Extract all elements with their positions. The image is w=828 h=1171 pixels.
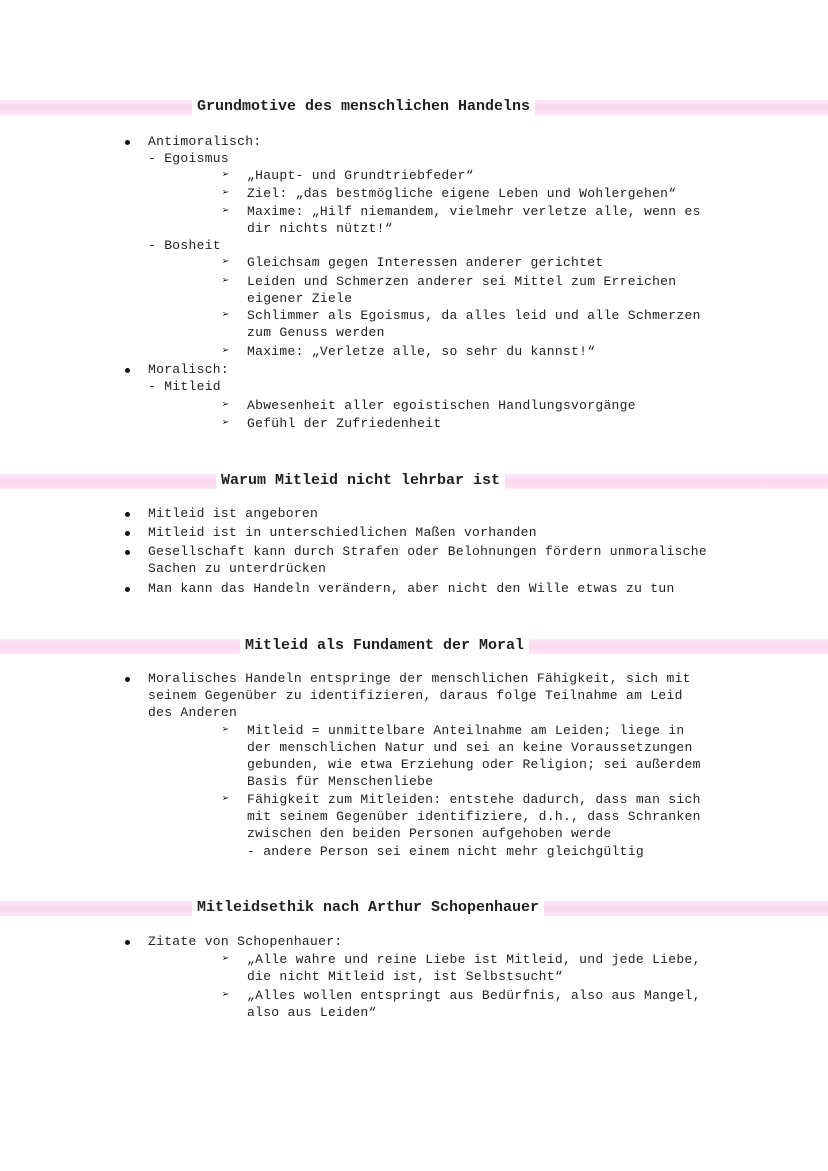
list-item: - Mitleid — [148, 379, 221, 394]
list-item: Antimoralisch: — [148, 134, 262, 149]
section-heading-1: Grundmotive des menschlichen Handelns — [192, 96, 535, 118]
section-heading-3: Mitleid als Fundament der Moral — [240, 635, 529, 657]
bullet-icon — [125, 140, 130, 145]
list-item: - andere Person sei einem nicht mehr gleichgültig — [247, 844, 644, 859]
list-item: also aus Leiden“ — [247, 1005, 377, 1020]
list-item: Leiden und Schmerzen anderer sei Mittel zum Erreichen — [247, 274, 677, 289]
arrow-icon: ➢ — [222, 988, 230, 1002]
list-item: „Alle wahre und reine Liebe ist Mitleid, und jede Liebe, — [247, 952, 701, 967]
list-item: Schlimmer als Egoismus, da alles leid und alle Schmerzen — [247, 308, 701, 323]
arrow-icon: ➢ — [222, 168, 230, 182]
arrow-icon: ➢ — [222, 416, 230, 430]
list-item: zum Genuss werden — [247, 325, 385, 340]
arrow-icon: ➢ — [222, 398, 230, 412]
arrow-icon: ➢ — [222, 792, 230, 806]
bullet-icon — [125, 368, 130, 373]
list-item: Moralisches Handeln entspringe der menschlichen Fähigkeit, sich mit — [148, 671, 691, 686]
list-item: zwischen den beiden Personen aufgehoben werde — [247, 826, 612, 841]
arrow-icon: ➢ — [222, 308, 230, 322]
arrow-icon: ➢ — [222, 255, 230, 269]
list-item: - Bosheit — [148, 238, 221, 253]
bullet-icon — [125, 940, 130, 945]
list-item: der menschlichen Natur und sei an keine Voraussetzungen — [247, 740, 693, 755]
list-item: Sachen zu unterdrücken — [148, 561, 327, 576]
arrow-icon: ➢ — [222, 344, 230, 358]
list-item: eigener Ziele — [247, 291, 353, 306]
bullet-icon — [125, 587, 130, 592]
arrow-icon: ➢ — [222, 952, 230, 966]
section-heading-2: Warum Mitleid nicht lehrbar ist — [216, 470, 505, 492]
list-item: dir nichts nützt!“ — [247, 221, 393, 236]
arrow-icon: ➢ — [222, 274, 230, 288]
list-item: Gefühl der Zufriedenheit — [247, 416, 442, 431]
list-item: Man kann das Handeln verändern, aber nicht den Wille etwas zu tun — [148, 581, 675, 596]
list-item: Mitleid ist angeboren — [148, 506, 319, 521]
list-item: des Anderen — [148, 705, 238, 720]
list-item: Basis für Menschenliebe — [247, 774, 434, 789]
arrow-icon: ➢ — [222, 723, 230, 737]
list-item: Gleichsam gegen Interessen anderer gerichtet — [247, 255, 604, 270]
list-item: Moralisch: — [148, 362, 230, 377]
bullet-icon — [125, 550, 130, 555]
list-item: Mitleid = unmittelbare Anteilnahme am Leiden; liege in — [247, 723, 685, 738]
list-item: - Egoismus — [148, 151, 230, 166]
list-item: Maxime: „Verletze alle, so sehr du kannst!“ — [247, 344, 596, 359]
list-item: Zitate von Schopenhauer: — [148, 934, 343, 949]
section-heading-4: Mitleidsethik nach Arthur Schopenhauer — [192, 897, 544, 919]
list-item: seinem Gegenüber zu identifizieren, daraus folge Teilnahme am Leid — [148, 688, 683, 703]
bullet-icon — [125, 531, 130, 536]
bullet-icon — [125, 512, 130, 517]
list-item: „Alles wollen entspringt aus Bedürfnis, also aus Mangel, — [247, 988, 701, 1003]
list-item: „Haupt- und Grundtriebfeder“ — [247, 168, 474, 183]
list-item: gebunden, wie etwa Erziehung oder Religion; sei außerdem — [247, 757, 701, 772]
list-item: mit seinem Gegenüber identifiziere, d.h., dass Schranken — [247, 809, 701, 824]
list-item: Fähigkeit zum Mitleiden: entstehe dadurch, dass man sich — [247, 792, 701, 807]
arrow-icon: ➢ — [222, 204, 230, 218]
list-item: Abwesenheit aller egoistischen Handlungsvorgänge — [247, 398, 636, 413]
list-item: die nicht Mitleid ist, ist Selbstsucht“ — [247, 969, 563, 984]
list-item: Ziel: „das bestmögliche eigene Leben und Wohlergehen“ — [247, 186, 677, 201]
list-item: Maxime: „Hilf niemandem, vielmehr verletze alle, wenn es — [247, 204, 701, 219]
bullet-icon — [125, 677, 130, 682]
arrow-icon: ➢ — [222, 186, 230, 200]
list-item: Gesellschaft kann durch Strafen oder Belohnungen fördern unmoralische — [148, 544, 707, 559]
list-item: Mitleid ist in unterschiedlichen Maßen vorhanden — [148, 525, 537, 540]
